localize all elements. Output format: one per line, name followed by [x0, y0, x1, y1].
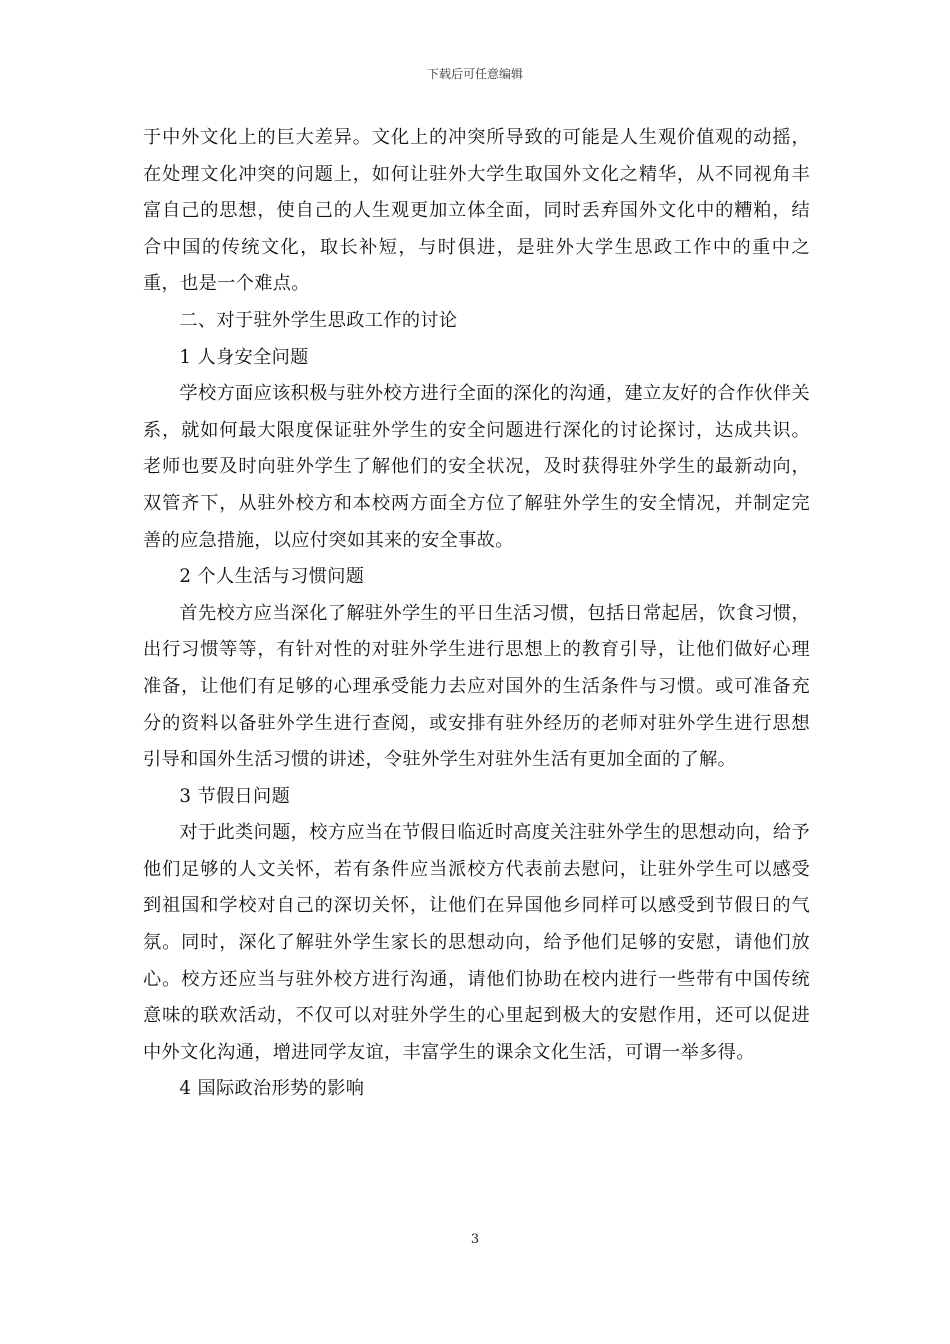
page-header: 下载后可任意编辑	[426, 67, 523, 81]
document-body	[143, 120, 810, 1108]
page-number: 3	[470, 1232, 480, 1247]
paragraph-life-habits: 首先校方应当深化了解驻外学生的平日生活习惯，包括日常起居，饮食习惯，出行习惯等等，有针对性的对驻外学生进行思想上的教育引导，让他们做好心理准备，让他们有足够的心理承受能力去应对国外的生活条件与习惯。或可准备充分的资料以备驻外学生进行查阅，或安排有驻外经历的老师对驻外学生进行思想引导和国外生活习惯的讲述，令驻外学生对驻外生活有更加全面的了解。	[143, 602, 810, 771]
paragraph-personal-safety: 学校方面应该积极与驻外校方进行全面的深化的沟通，建立友好的合作伙伴关系，就如何最大限度保证驻外学生的安全问题进行深化的讨论探讨，达成共识。老师也要及时向驻外学生了解他们的安全状况，及时获得驻外学生的最新动向，双管齐下，从驻外校方和本校两方面全方位了解驻外学生的安全情况，并制定完善的应急措施，以应付突如其来的安全事故。	[143, 383, 810, 551]
subheading-life-habits: 2 个人生活与习惯问题	[179, 566, 365, 588]
subheading-international-politics: 4 国际政治形势的影响	[179, 1078, 365, 1100]
section-heading: 二、对于驻外学生思政工作的讨论	[179, 309, 458, 331]
subheading-holidays: 3 节假日问题	[179, 785, 291, 807]
subheading-personal-safety: 1 人身安全问题	[179, 346, 309, 368]
paragraph-cultural-differences: 于中外文化上的巨大差异。文化上的冲突所导致的可能是人生观价值观的动摇，在处理文化冲突的问题上，如何让驻外大学生取国外文化之精华，从不同视角丰富自己的思想，使自己的人生观更加立体全面，同时丢弃国外文化中的糟粕，结合中国的传统文化，取长补短，与时俱进，是驻外大学生思政工作中的重中之重，也是一个难点。	[143, 127, 810, 295]
paragraph-holidays: 对于此类问题，校方应当在节假日临近时高度关注驻外学生的思想动向，给予他们足够的人文关怀，若有条件应当派校方代表前去慰问，让驻外学生可以感受到祖国和学校对自己的深切关怀，让他们在异国他乡同样可以感受到节假日的气氛。同时，深化了解驻外学生家长的思想动向，给予他们足够的安慰，请他们放心。校方还应当与驻外校方进行沟通，请他们协助在校内进行一些带有中国传统意味的联欢活动，不仅可以对驻外学生的心里起到极大的安慰作用，还可以促进中外文化沟通，增进同学友谊，丰富学生的课余文化生活，可谓一举多得。	[143, 822, 810, 1063]
